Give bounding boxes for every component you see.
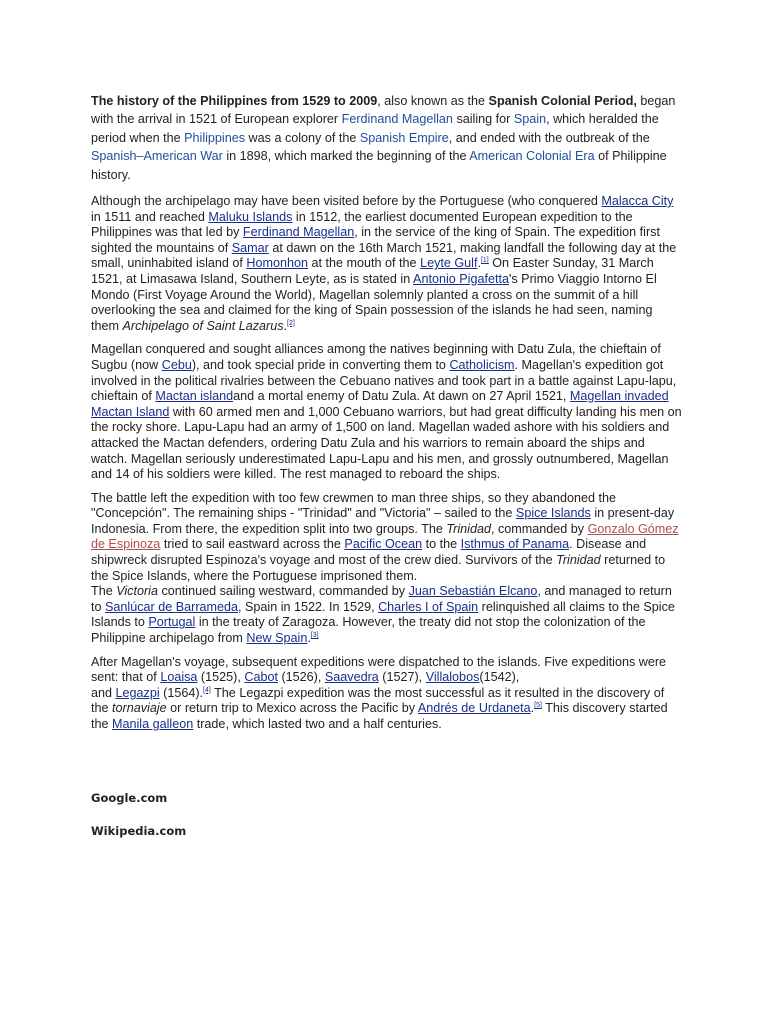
source-google: Google.com	[91, 791, 168, 805]
link-american-colonial-era[interactable]: American Colonial Era	[469, 149, 595, 164]
link-isthmus-of-panama[interactable]: Isthmus of Panama	[460, 537, 570, 552]
link-loaisa[interactable]: Loaisa	[160, 670, 198, 685]
link-ferdinand-magellan[interactable]: Ferdinand Magellan	[341, 112, 453, 127]
link-maluku-islands[interactable]: Maluku Islands	[208, 209, 293, 224]
text-run: After Magellan's voyage, subsequent expeditions were dispatched to the islands. Five expeditions were sent: that of	[91, 654, 667, 685]
link-charles-i-of-spain[interactable]: Charles I of Spain	[378, 599, 479, 614]
citation-link[interactable]: [5]	[534, 702, 542, 710]
text-run: , also known as the	[377, 94, 489, 108]
text-run: Magellan conquered and sought alliances among the natives beginning with Datu Zula, the chieftain of Sugbu (now	[91, 342, 661, 372]
text-run: , which heralded the period when the	[91, 112, 659, 145]
text-run: , and ended with the outbreak of the	[448, 130, 650, 145]
italic-text: Archipelago of Saint Lazarus	[122, 318, 284, 333]
sources-list	[91, 791, 186, 857]
link-catholicism[interactable]: Catholicism	[449, 357, 515, 372]
text-run: .	[477, 256, 481, 271]
italic-text: Victoria	[116, 584, 158, 599]
citation-link[interactable]: [2]	[287, 319, 295, 327]
link-new-spain[interactable]: New Spain	[246, 631, 308, 646]
text-run: at dawn on the 16th March 1521, making landfall the following day at the small, uninhabited island of	[91, 240, 677, 271]
intro-paragraph	[91, 92, 681, 184]
link-gonzalo-gomez-de-espinoza[interactable]: Gonzalo Gómez de Espinoza	[91, 521, 679, 552]
text-run: . Disease and shipwreck disrupted Espinoza's voyage and most of the crew died. Survivors of the	[91, 537, 647, 568]
link-cebu[interactable]: Cebu	[161, 357, 192, 372]
text-run: (1542),	[479, 670, 520, 685]
link-portugal[interactable]: Portugal	[148, 615, 196, 630]
link-juan-sebastian-elcano[interactable]: Juan Sebastián Elcano	[408, 584, 538, 599]
text-run: sailing for	[452, 112, 514, 127]
text-run: The battle left the expedition with too few crewmen to man three ships, so they abandoned the "Concepción". The remaining ships - "Trinidad" and "Victoria" – sailed to the	[91, 490, 617, 521]
text-run: began with the arrival in 1521 of European explorer	[91, 94, 676, 127]
bold-text: The history of the Philippines from 1529 to 2009	[91, 94, 378, 108]
text-run: On Easter Sunday, 31 March 1521, at Limasawa Island, Southern Leyte, as is stated in	[91, 256, 654, 286]
link-spanish-empire[interactable]: Spanish Empire	[359, 130, 449, 145]
text-run: continued sailing westward, commanded by	[157, 584, 409, 599]
italic-text: Trinidad	[446, 521, 491, 536]
link-homonhon[interactable]: Homonhon	[246, 256, 309, 271]
text-run: (1527),	[378, 670, 426, 685]
link-villalobos[interactable]: Villalobos	[425, 670, 480, 685]
text-run: , commanded by	[490, 521, 588, 536]
text-run: (1525),	[197, 670, 245, 685]
text-run: trade, which lasted two and a half centuries.	[193, 717, 442, 731]
text-run: and a mortal enemy of Datu Zula. At dawn on 27 April 1521,	[233, 389, 570, 404]
text-run: , and managed to return to	[91, 584, 672, 614]
link-sanlucar-de-barrameda[interactable]: Sanlúcar de Barrameda	[105, 599, 239, 614]
text-run: in 1511 and reached	[91, 209, 209, 224]
text-run: in 1512, the earliest documented European expedition to the Philippines was that led by	[91, 209, 633, 240]
text-run: (1526),	[277, 670, 325, 685]
link-cabot[interactable]: Cabot	[244, 670, 278, 685]
text-run: .	[307, 631, 311, 646]
text-run: or return trip to Mexico across the Pacific by	[166, 701, 418, 716]
text-run: The Legazpi expedition was the most successful as it resulted in the discovery of the	[91, 685, 665, 716]
link-spanish-american-war[interactable]: Spanish–American War	[91, 149, 223, 164]
text-run: This discovery started the	[91, 701, 668, 731]
text-run: at the mouth of the	[308, 256, 421, 271]
link-saavedra[interactable]: Saavedra	[324, 670, 379, 685]
text-run: with 60 armed men and 1,000 Cebuano warriors, but had great difficulty landing his men on the rocky shore. Lapu-Lapu had an army of 1,500 on land. Magellan waded ashore with his soldiers and attacked the Mactan defenders, ordering Datu Zula and his warriors to remain aboard the ships and watch. Magellan seriously underestimated Lapu-Lapu and his men, and grossly outnumbered, Magellan and 14 of his soldiers were killed. The rest managed to reboard the ships.	[91, 404, 682, 482]
text-run: returned to the Spice Islands, where the Portuguese imprisoned them.	[91, 553, 666, 583]
link-leyte-gulf[interactable]: Leyte Gulf	[420, 256, 478, 271]
link-magellan-invaded-mactan-island[interactable]: Magellan invaded Mactan Island	[91, 389, 669, 419]
text-run: (1564).	[159, 685, 204, 700]
text-run: The	[91, 584, 117, 599]
link-malacca-city[interactable]: Malacca City	[601, 194, 674, 208]
text-run: .	[530, 701, 535, 716]
citation-link[interactable]: [1]	[480, 257, 489, 265]
link-philippines[interactable]: Philippines	[184, 130, 246, 145]
text-run: and	[91, 685, 116, 700]
link-spice-islands[interactable]: Spice Islands	[515, 506, 591, 521]
paragraph-battle-of-mactan	[91, 342, 683, 482]
link-andres-de-urdaneta[interactable]: Andrés de Urdaneta	[417, 701, 531, 716]
link-samar[interactable]: Samar	[231, 240, 269, 255]
text-run: tried to sail eastward across the	[160, 537, 345, 552]
link-mactan-island[interactable]: Mactan island	[155, 389, 234, 404]
link-spain[interactable]: Spain	[513, 112, 547, 127]
source-wikipedia: Wikipedia.com	[91, 824, 187, 838]
text-run: ), and took special pride in converting them to	[191, 357, 450, 372]
text-run: , Spain in 1522. In 1529,	[238, 599, 379, 614]
text-run: , in the service of the king of Spain. The expedition first sighted the mountains of	[91, 225, 660, 255]
italic-text: tornaviaje	[112, 701, 167, 716]
link-antonio-pigafetta[interactable]: Antonio Pigafetta	[413, 271, 509, 286]
text-run: to the	[422, 537, 461, 552]
paragraph-magellan-arrival	[91, 194, 683, 334]
link-ferdinand-magellan[interactable]: Ferdinand Magellan	[242, 225, 355, 240]
citation-link[interactable]: [4]	[203, 686, 211, 694]
text-run: in 1898, which marked the beginning of the	[222, 149, 470, 164]
text-run: . Magellan's expedition got involved in the political rivalries between the Cebuano natives and took part in a battle against Lapu-lapu, chieftain of	[91, 357, 677, 404]
paragraph-subsequent-expeditions	[91, 655, 683, 733]
paragraph-expedition-aftermath	[91, 491, 683, 647]
text-run: relinquished all claims to the Spice Islands to	[91, 599, 675, 630]
text-run: 's Primo Viaggio Intorno El Mondo (First Voyage Around the World), Magellan solemnly planted a cross on the summit of a hill overlooking the sea and claimed for the king of Spain possession of the islands he had seen, naming them	[91, 271, 657, 333]
link-pacific-ocean[interactable]: Pacific Ocean	[344, 537, 423, 552]
citation-link[interactable]: [3]	[310, 631, 319, 639]
link-manila-galleon[interactable]: Manila galleon	[112, 717, 194, 731]
text-run: of Philippine history.	[91, 149, 667, 182]
bold-text: Spanish Colonial Period,	[488, 94, 637, 108]
link-legazpi[interactable]: Legazpi	[115, 685, 160, 700]
text-run: in present-day Indonesia. From there, the expedition split into two groups. The	[91, 506, 675, 536]
text-run: was a colony of the	[245, 130, 360, 145]
text-run: .	[283, 318, 288, 333]
text-run: in the treaty of Zaragoza. However, the treaty did not stop the colonization of the Philippine archipelago from	[91, 615, 646, 646]
italic-text: Trinidad	[556, 553, 601, 568]
body-text	[91, 194, 683, 741]
text-run: Although the archipelago may have been visited before by the Portuguese (who conquered	[91, 194, 602, 208]
